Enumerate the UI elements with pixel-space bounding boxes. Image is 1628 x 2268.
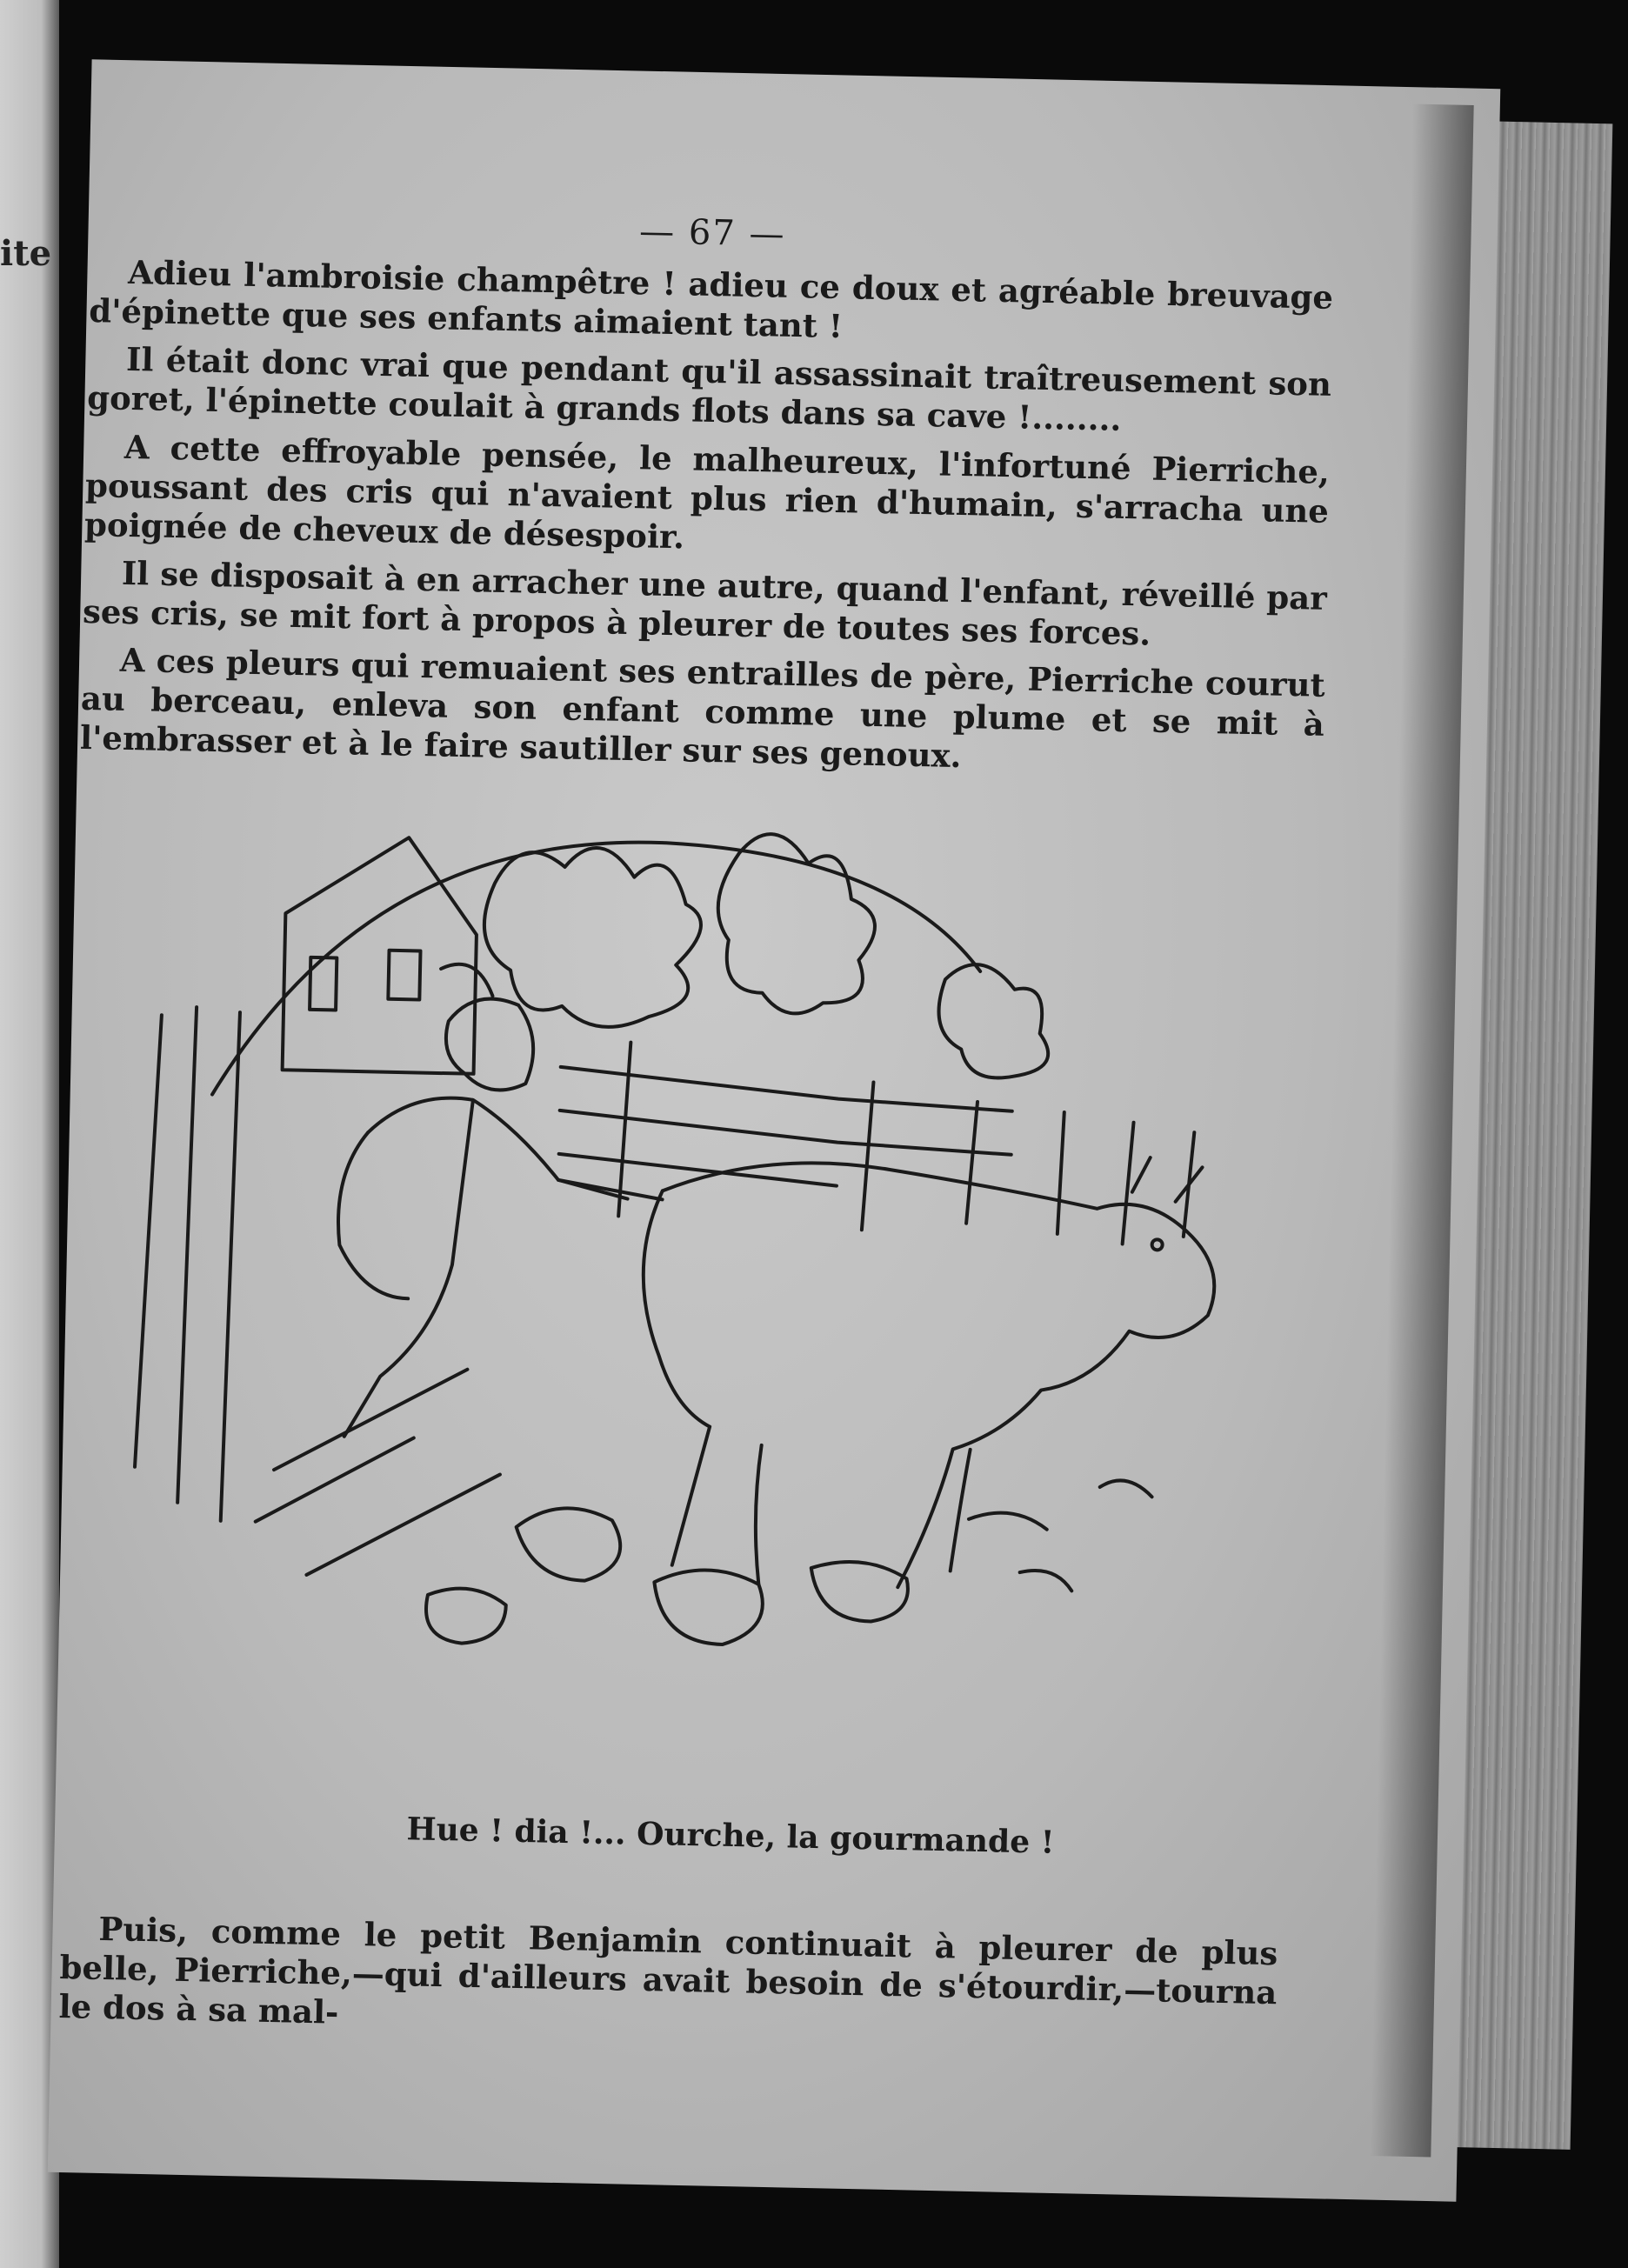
fence-posts-left	[134, 1006, 240, 1521]
paragraph: Puis, comme le petit Benjamin continuait à pleurer de plus belle, Pierriche,—qui d'ailleurs avait besoin de s'étourdir,—tourna le dos à sa mal-	[58, 1909, 1278, 2031]
page-text-block	[79, 200, 1334, 792]
paragraph: Adieu l'ambroisie champêtre ! adieu ce doux et agréable breuvage d'épinette que ses enfants aimaient tant !	[88, 252, 1334, 346]
stone	[810, 1561, 908, 1622]
tree	[483, 845, 703, 1029]
man-pulling-cow-illustration	[95, 805, 1278, 1725]
left-page-edge	[0, 0, 59, 2268]
house	[283, 835, 479, 1074]
man-body	[344, 1096, 630, 1442]
cow-body	[637, 1159, 1217, 1593]
broken-planks	[254, 1365, 502, 1579]
paragraph: Il se disposait à en arracher une autre, quand l'enfant, réveillé par ses cris, se mit fort à propos à pleurer de toutes ses forces.	[82, 553, 1328, 653]
stone	[515, 1507, 621, 1581]
stone	[653, 1569, 764, 1645]
stone	[425, 1588, 506, 1644]
fence-posts	[618, 1042, 1196, 1245]
paragraph: A ces pleurs qui remuaient ses entrailles de père, Pierriche courut au berceau, enleva son enfant comme une plume et se mit à l'embrasser et à le faire sautiller sur ses genoux.	[79, 640, 1326, 776]
paragraph: Il était donc vrai que pendant qu'il assassinait traîtreusement son goret, l'épinette coulait à grands flots dans sa cave !........	[86, 340, 1332, 439]
page-text-block-bottom	[58, 1909, 1278, 2061]
grass-tufts	[967, 1478, 1152, 1592]
tree	[937, 964, 1050, 1078]
page-number: — 67 —	[638, 211, 786, 255]
rope	[558, 1180, 663, 1200]
illustration-caption: Hue ! dia !... Ourche, la gourmande !	[406, 1811, 1055, 1861]
man-head	[445, 997, 535, 1091]
vignette-arc	[212, 833, 983, 1111]
paragraph: A cette effroyable pensée, le malheureux, l'infortuné Pierriche, poussant des cris qui n'avaient plus rien d'humain, s'arracha une poignée de cheveux de désespoir.	[83, 427, 1331, 557]
left-page-fragment: ite	[0, 233, 52, 274]
